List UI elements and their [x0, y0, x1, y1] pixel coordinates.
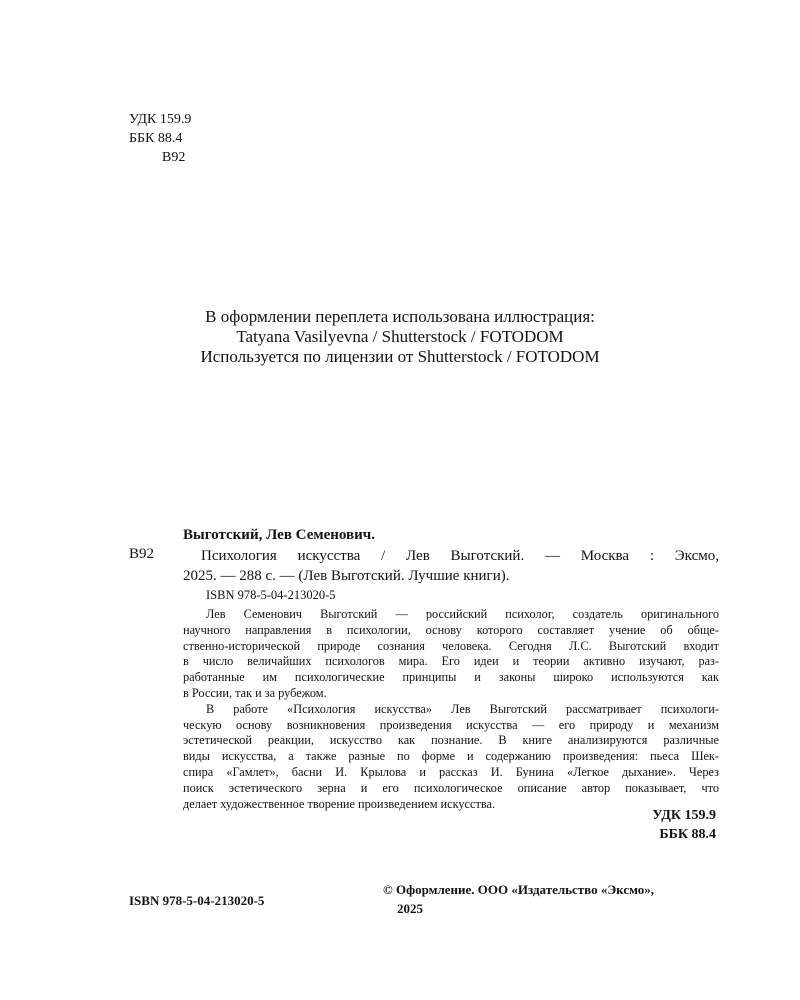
udk-code: УДК 159.9	[129, 112, 192, 127]
credits-line-2: Tatyana Vasilyevna / Shutterstock / FOTODOM	[236, 327, 564, 346]
author-heading: Выготский, Лев Семенович.	[183, 527, 375, 543]
abstract-line: Лев Семенович Выготский — российский психолог, создатель оригинального	[206, 607, 719, 621]
abstract-line: ственно-исторической природе сознания человека. Сегодня Л.С. Выготский входит	[183, 638, 719, 653]
isbn-bottom: ISBN 978-5-04-213020-5	[129, 893, 265, 908]
bbk-code-bottom: ББК 88.4	[659, 827, 716, 842]
abstract-line: эстетической реакции, искусство как познание. В книге анализируются различные	[183, 733, 719, 748]
isbn-line: ISBN 978-5-04-213020-5	[206, 588, 336, 602]
author-mark: В92	[162, 150, 186, 165]
abstract-line: спира «Гамлет», басни И. Крылова и рассказ И. Бунина «Легкое дыхание». Через	[183, 764, 719, 779]
copyright-year: 2025	[397, 901, 423, 916]
abstract-line: делает художественное творение произведением искусства.	[183, 796, 496, 811]
abstract-line: поиск эстетического зерна и его психологическое описание автор показывает, что	[183, 780, 719, 795]
abstract-line: виды искусства, а также разные по форме и содержанию произведения: пьеса Шек-	[183, 749, 719, 764]
bib-line-2: 2025. — 288 с. — (Лев Выготский. Лучшие книги).	[183, 568, 510, 584]
abstract-line: научного направления в психологии, основу которого составляет учение об обще-	[183, 622, 719, 637]
bbk-code: ББК 88.4	[129, 131, 183, 146]
credits-line-1: В оформлении переплета использована иллюстрация:	[205, 307, 595, 326]
credits-line-3: Используется по лицензии от Shutterstock / FOTODOM	[200, 347, 600, 366]
abstract-line: В работе «Психология искусства» Лев Выготский рассматривает психологи-	[206, 701, 719, 716]
abstract-line: в число величайших психологов мира. Его идеи и теории активно изучают, раз-	[183, 654, 719, 669]
udk-code-bottom: УДК 159.9	[652, 808, 716, 823]
copyright-notice	[383, 880, 654, 918]
abstract-line: ческую основу возникновения произведения искусства — его природу и механизм	[183, 717, 719, 732]
illustration-credits	[100, 307, 700, 367]
abstract-line: работанные им психологические принципы и законы широко используются как	[183, 670, 719, 685]
copyright-line-1: © Оформление. ООО «Издательство «Эксмо»,	[383, 882, 655, 897]
bib-line-1: Психология искусства / Лев Выготский. — Москва : Эксмо,	[201, 548, 719, 564]
bibliography-author-mark: В92	[129, 546, 155, 562]
abstract-line: в России, так и за рубежом.	[183, 685, 327, 700]
bibliographic-description	[183, 546, 719, 586]
abstract	[183, 607, 719, 812]
classification-top	[129, 110, 191, 167]
classification-bottom	[652, 806, 716, 844]
